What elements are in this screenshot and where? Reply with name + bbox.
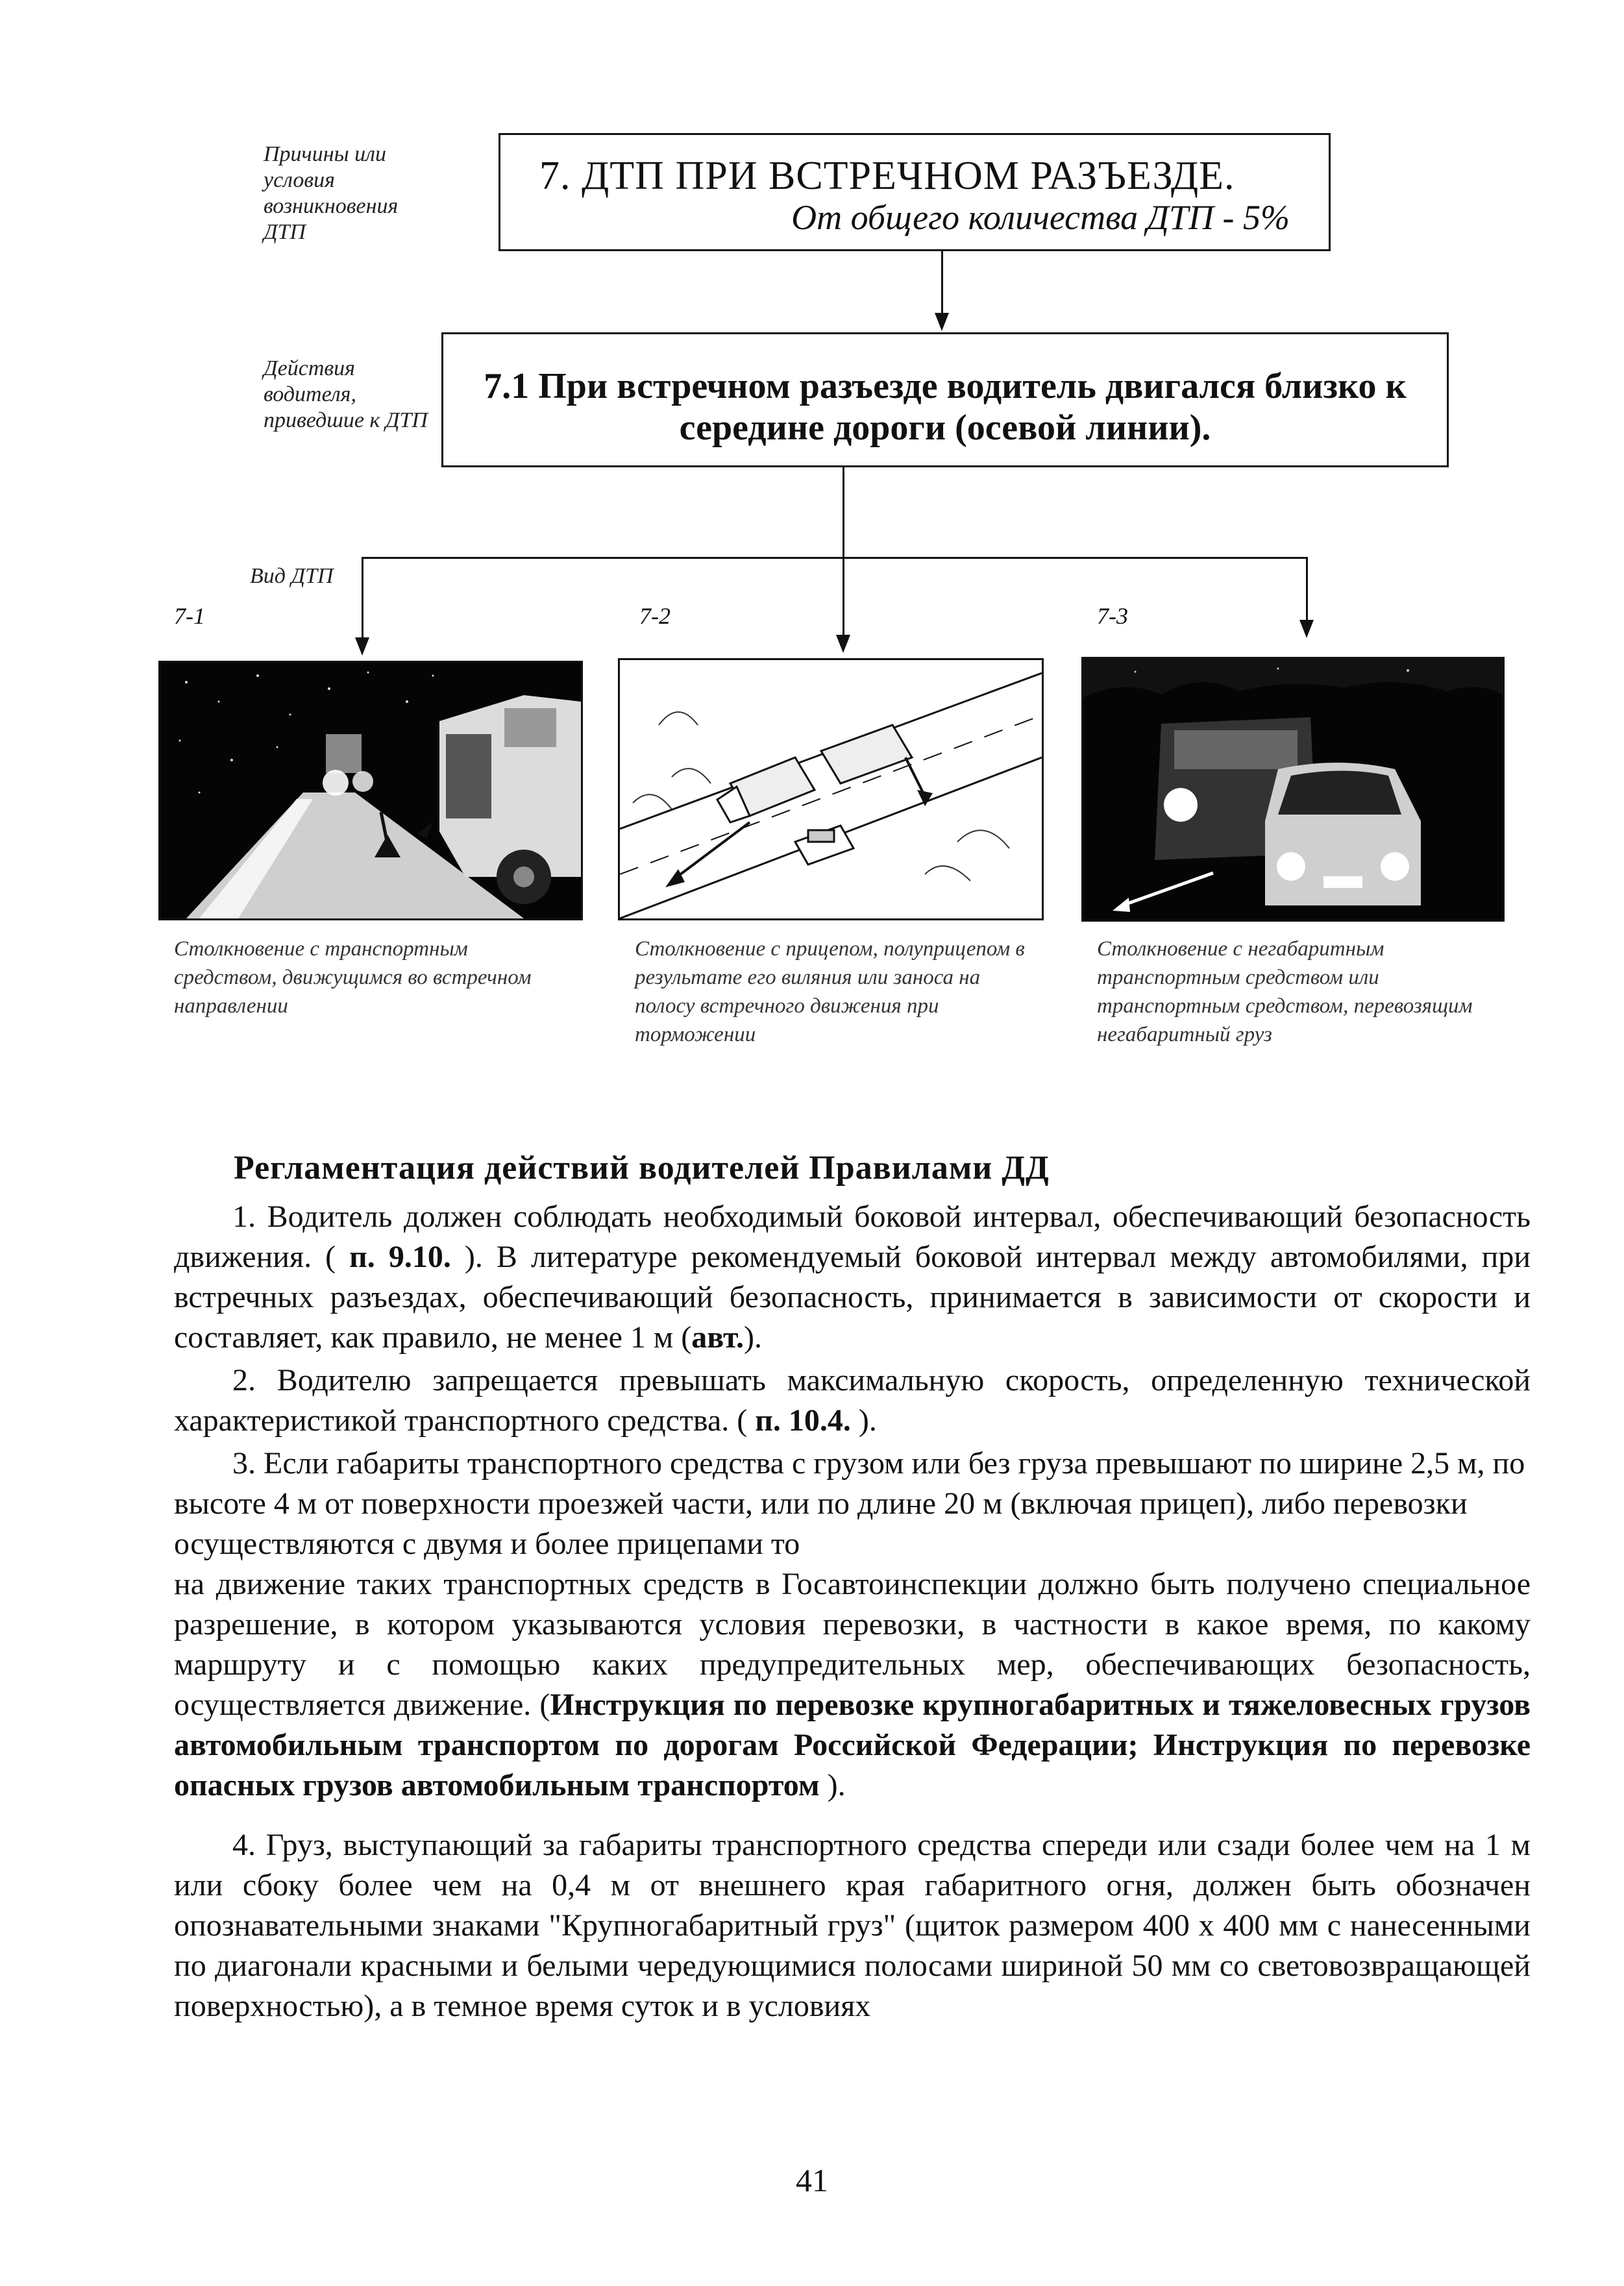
illustration-head-on-collision <box>158 661 583 920</box>
category-title: 7. ДТП ПРИ ВСТРЕЧНОМ РАЗЪЕЗДЕ. <box>539 154 1235 198</box>
connector-line <box>362 557 363 643</box>
arrow-down-icon <box>935 313 949 331</box>
label-type: Вид ДТП <box>250 564 334 588</box>
night-oversized-truck-image <box>1083 659 1503 920</box>
category-share: От общего количества ДТП - 5% <box>791 198 1290 237</box>
connector-line <box>941 251 943 313</box>
connector-line <box>1306 557 1308 622</box>
regulations-heading: Регламентация действий водителей Правилами ДД <box>234 1149 1050 1186</box>
type-code-7-2: 7-2 <box>639 603 671 629</box>
arrow-down-icon <box>1299 620 1314 638</box>
arrow-down-icon <box>836 635 850 653</box>
type-code-7-1: 7-1 <box>174 603 205 629</box>
regulations-body <box>174 1197 1531 2026</box>
caption-7-1: Столкновение с транспортным средством, движущимся во встречном направлении <box>174 937 532 1018</box>
label-actions: Действия водителя, приведшие к ДТП <box>264 356 428 432</box>
page-number: 41 <box>796 2162 828 2198</box>
type-code-7-3: 7-3 <box>1097 603 1128 629</box>
paragraph-4: 4. Груз, выступающий за габариты транспортного средства спереди или сзади более чем на 1 м или сбоку более чем на 0,4 м от внешнего края габаритного огня, должен быть обозначен опознавательными знаками "Крупногабаритный груз" (щиток размером 400 x 400 мм с нанесенными по диагонали красными и белыми чередующимися полосами шириной 50 мм со световозвращающей поверхностью), а в темное время суток и в условиях <box>174 1828 1531 2023</box>
trailer-road-image <box>620 660 1042 918</box>
label-causes: Причины или условия возникновения ДТП <box>264 142 399 244</box>
paragraph-2: 2. Водителю запрещается превышать максимальную скорость, определенную технической характеристикой транспортного средства. ( п. 10.4. ). <box>174 1363 1531 1438</box>
paragraph-3a: 3. Если габариты транспортного средства с грузом или без груза превышают по ширине 2,5 м, по высоте 4 м от поверхности проезжей части, или по длине 20 м (включая прицеп), либо перевозки осуществляются с двумя и более прицепами то <box>174 1446 1525 1561</box>
illustration-trailer-skid <box>618 658 1044 920</box>
caption-7-2: Столкновение с прицепом, полуприцепом в результате его виляния или заноса на полосу встречного движения при торможении <box>635 937 1025 1046</box>
paragraph-3b: на движение таких транспортных средств в Госавтоинспекции должно быть получено специальное разрешение, в котором указываются условия перевозки, в частности в какое время, по какому маршруту и с помощью каких предупредительных мер, обеспечивающих безопасность, осуществляется движение. (Инструкция по перевозке крупногабаритных и тяжеловесных грузов автомобильным транспортом по дорогам Российской Федерации; Инструкция по перевозке опасных грузов автомобильным транспортом ). <box>174 1567 1531 1802</box>
night-road-truck-image <box>160 663 581 918</box>
branch-line <box>362 557 1308 559</box>
illustration-oversized-vehicle <box>1081 657 1505 922</box>
caption-7-3: Столкновение с негабаритным транспортным средством или транспортным средством, перевозящим негабаритный груз <box>1097 937 1473 1046</box>
paragraph-1: 1. Водитель должен соблюдать необходимый боковой интервал, обеспечивающий безопасность движения. ( п. 9.10. ). В литературе рекомендуемый боковой интервал между автомобилями, при встречных разъездах, обеспечивающий безопасность, принимается в зависимости от скорости и составляет, как правило, не менее 1 м (авт.). <box>174 1199 1531 1355</box>
driver-action-box <box>441 332 1449 467</box>
driver-action-text: 7.1 При встречном разъезде водитель двигался близко к середине дороги (осевой линии). <box>484 366 1407 448</box>
arrow-down-icon <box>355 637 369 656</box>
accident-category-box <box>498 133 1331 251</box>
connector-line <box>843 467 844 643</box>
